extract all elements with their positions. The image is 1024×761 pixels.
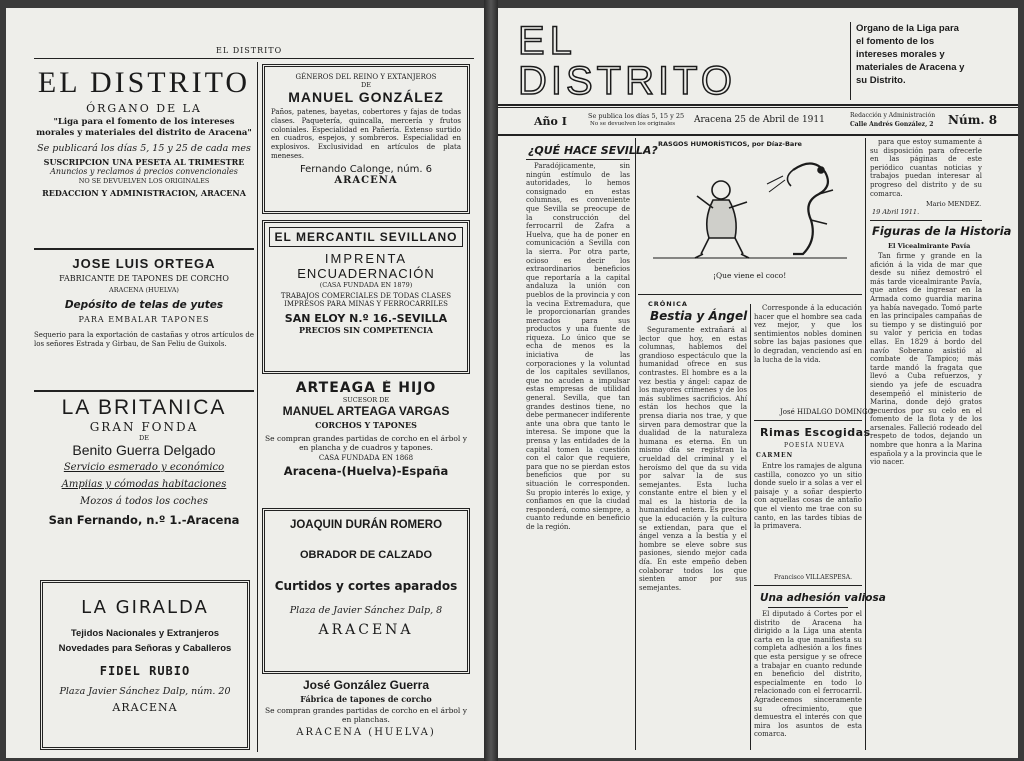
masthead-schedule: Se publicará los días 5, 15 y 25 de cada mes (37, 143, 251, 154)
rimas-author: Francisco VILLAESPESA. (774, 574, 852, 581)
masthead-organ: Organo de la Liga para el fomento de los intereses morales y materiales de Aracena y su Distrito. (856, 23, 965, 86)
britanica-owner: Benito Guerra Delgado (72, 442, 216, 458)
rimas-headline: Rimas Escogidas (760, 426, 871, 439)
adhesion-text: El diputado á Cortes por el distrito de Aracena ha dirigido a la Liga una atenta carta en la que manifiesta su completa adhesión a los fines que esta persigue y se ofrece a trabajar en cuanto redunde en beneficio del distrito, especialmente en todo lo relacionado con el ferrocarril. Agradecemos sinceramente su ofrecimiento, que demuestra el interés con que mira los asuntos de esta comarca. (754, 610, 862, 739)
duran-name: JOAQUIN DURÁN ROMERO (289, 519, 443, 531)
cronica-headline: Bestia y Ángel (650, 309, 748, 323)
arteaga-owner: MANUEL ARTEAGA VARGAS (282, 404, 450, 418)
masthead-ads-note: Anuncios y reclamos á precios convencionales (50, 167, 238, 176)
figuras-body (870, 252, 982, 752)
britanica-type: GRAN FONDA (89, 420, 199, 434)
masthead-number: Núm. 8 (948, 113, 998, 127)
cronica-text: Seguramente extrañará al lector que hoy, en estas columnas, hablemos del grandioso espectáculo que la humanidad ofrece en sus contrastes. El hombre es a la vez bestia y ángel: capaz de los mayores crímenes y de los más sublimes sacrificios. Ahí están los hechos que la prensa diaria nos trae, y que sirven para demostrar que la dualidad de la naturaleza humana es eterna. En un mismo día se registran la crueldad del criminal y el heroísmo del que da su vida por salvar la de sus semejantes. Esta lucha constante entre el bien y el mal es la historia de la humanidad entera. Es preciso que la educación y la cultura se extiendan, para que el ángel venza a la bestia y el hombre se eleve sobre sus pasiones, siendo mejor cada día. En este empeño deben colaborar todos los que sienten amor por sus semejantes. (639, 326, 747, 592)
masthead-title-line1: EL (518, 19, 577, 63)
ortega-desc: Sequerio para la exportación de castañas y otros artículos de los señores Estrada y Girbau, de San Feliu de Guixols. (34, 331, 254, 348)
masthead-mission: "Liga para el fomento de los intereses morales y materiales del distrito de Aracena" (36, 117, 252, 138)
masthead-no-return: NO SE DEVUELVEN LOS ORIGINALES (78, 177, 210, 185)
britanica-rooms: Ampiias y cómodas habitaciones (61, 479, 227, 490)
mercantil-l3: TRABAJOS COMERCIALES DE TODAS CLASES (280, 292, 452, 300)
masthead-office: REDACCION Y ADMINISTRACION, ARACENA (42, 188, 246, 198)
guerra-city: ARACENA (HUELVA) (296, 727, 436, 738)
adhesion-headline: Una adhesión valiosa (760, 592, 886, 604)
col4-intro (870, 138, 982, 200)
ortega-deposit: Depósito de telas de yutes (64, 299, 224, 311)
mercantil-founded: (CASA FUNDADA EN 1879) (319, 281, 413, 289)
masthead-office: Redacción y Administración (850, 112, 936, 119)
masthead-subtitle: ÓRGANO DE LA (86, 102, 202, 115)
running-head: EL DISTRITO (216, 46, 283, 55)
masthead-info-bar (498, 110, 1018, 132)
article-que-hace-sevilla-body (526, 162, 630, 752)
gonzalez-intro: GÉNEROS DEL REINO Y EXTANJEROS (295, 73, 437, 81)
duran-address: Plaza de Javier Sánchez Dalp, 8 (289, 605, 443, 616)
ad-el-mercantil-sevillano (262, 220, 470, 374)
mercantil-l1: IMPRENTA (324, 251, 408, 266)
masthead-street: Calle Andrés González, 2 (850, 121, 934, 128)
britanica-name: LA BRITANICA (61, 396, 227, 419)
article-que-hace-sevilla-text: Paradójicamente, sin ningún estímulo de las autoridades, lo hemos consignado en estas columnas, es conveniente que Sevilla se preocupe de la construcción del ferrocarril de Zafra a Huelva, que ha de poner en comunicación a Sevilla con la sierra. Por otra parte, ocioso es decir los extraordinarios beneficios que reportaría a la capital andaluza la unión con pueblos de la provincia y con la vecina Extremadura, que le proporcionarían grandes mercados para sus productos y una fuente de riqueza. Lo único que se echa de menos es la iniciativa de las corporaciones y la voluntad de los capitales sevillanos, que no acuden a impulsar estas empresas de utilidad general. Sevilla, que tan grandes destinos tiene, no debe permanecer indiferente ante una obra que tanto le interesa. Se impone que la prensa y las entidades de la capital tomen la cuestión con el calor que requiere, para que no se pierdan estos beneficios que por su situación le corresponden. Su propio interés lo exige, y confiamos en que la ciudad responderá, como siempre, a cuanto redunde en beneficio de la región. (526, 162, 630, 531)
cartoon-caption: ¡Que viene el coco! (713, 271, 787, 280)
britanica-service: Servicio esmerado y económico (63, 462, 225, 473)
right-page (498, 8, 1018, 758)
arteaga-trade: CORCHOS Y TAPONES (315, 420, 417, 430)
gonzalez-city: ARACENA (334, 174, 398, 186)
left-page (6, 8, 484, 758)
masthead-subscription: SUSCRIPCION UNA PESETA AL TRIMESTRE (43, 157, 245, 167)
masthead-title-line2: DISTRITO (518, 59, 736, 103)
guerra-trade: Fábrica de tapones de corcho (300, 694, 432, 704)
mercantil-prices: PRECIOS SIN COMPETENCIA (298, 325, 433, 335)
figuras-subhead: El Vicealmirante Pavía (888, 242, 971, 250)
cronica-body-right: Corresponde á la educación hacer que el hombre sea cada vez mejor, y que los sentimientos nobles dominen sobre las bajas pasiones que lo degradan, venciendo así en la lucha de la vida. (754, 304, 862, 364)
gonzalez-name: MANUEL GONZÁLEZ (288, 89, 444, 105)
ortega-place: ARACENA (HUELVA) (109, 286, 179, 294)
ad-joaquin-duran-romero (262, 508, 470, 674)
duran-city: ARACENA (318, 622, 414, 638)
guerra-desc: Se compran grandes partidas de corcho en el árbol y en planchas. (265, 706, 467, 724)
guerra-name: José González Guerra (302, 678, 430, 692)
cartoon-illustration (643, 150, 857, 270)
duran-services: Curtidos y cortes aparados (274, 579, 458, 593)
cronica-signature: José HIDALGO DOMINGO. (780, 408, 876, 416)
mercantil-l2: ENCUADERNACIÓN (297, 266, 435, 281)
rimas-verse-text: Entre los ramajes de alguna castilla, conozco yo un sitio donde suelo ir a solas a ver el paisaje y a soñar despierto con aquellas cosas de antaño que el viento me trae con su canto, en las tardes tibias de la primavera. (754, 462, 862, 531)
masthead-schedule: Se publica los días 5, 15 y 25 (588, 112, 685, 120)
gonzalez-desc: Paños, patenes, bayetas, cobertores y fajas de todas clases. Paquetería, quincalla, mercería y frutos coloniales. Especialidad en Pañería. Extenso surtido en cuadros, espejos, y sombreros. Especialidad en explosivos. Exclusividad en artículos de plata meneses. (271, 108, 461, 160)
col4-signature: Mario MENDEZ. (926, 200, 982, 208)
masthead-date: Aracena 25 de Abril de 1911 (694, 115, 825, 125)
ortega-trade: FABRICANTE DE TAPONES DE CORCHO (59, 274, 229, 283)
britanica-address: San Fernando, n.º 1.-Aracena (48, 513, 240, 527)
book-gutter (484, 0, 498, 761)
adhesion-body (754, 610, 862, 752)
giralda-line1: Tejidos Nacionales y Extranjeros (70, 628, 220, 639)
cartoon-title: RASGOS HUMORÍSTICOS, por Díaz-Bare (658, 140, 802, 148)
figuras-headline: Figuras de la Historia (872, 224, 1012, 238)
cronica-body-left (639, 326, 747, 752)
gonzalez-address: Fernando Calonge, núm. 6 (299, 163, 433, 175)
mercantil-address: SAN ELOY N.º 16.-SEVILLA (284, 312, 448, 325)
ad-manuel-gonzalez (262, 64, 470, 214)
arteaga-desc: Se compran grandes partidas de corcho en el árbol y en plancha y de cuadros y tapones. (265, 434, 467, 452)
rimas-subhead: POESÍA NUEVA (784, 442, 846, 449)
ad-la-britanica (34, 396, 254, 576)
figuras-text: Tan firme y grande en la afición á la vida de mar que desde su niñez demostró el más tarde vicealmirante Pavía, que antes de ingresar en la Armada como guardia marina ya había navegado. Tomó parte en las principales campañas de su tiempo y se distinguió por su valor y pericia en todas ellas. En 1829 á bordo del navío Soberano asistió al combate de Tampico; más tarde mandó la fragata que llevó a Cuba refuerzos, y siendo ya jefe de escuadra desempeñó el ministerio de Marina, donde dejó gratos recuerdos por su celo en el fomento de la flota y de los arsenales. Falleció rodeado del respeto de todos, dejando un nombre que honra a la Marina española y a la provincia que le vio nacer. (870, 252, 982, 467)
masthead-ad (34, 62, 254, 244)
britanica-de: DE (139, 434, 149, 442)
ortega-name: JOSE LUIS ORTEGA (72, 256, 216, 271)
cronica-kicker: CRÓNICA (648, 300, 688, 308)
rimas-verse (754, 462, 862, 572)
giralda-city: ARACENA (112, 701, 178, 714)
giralda-owner: FIDEL RUBIO (99, 664, 191, 678)
giralda-address: Plaza Javier Sánchez Dalp, núm. 20 (59, 686, 231, 697)
col4-date: 19 Abril 1911. (872, 208, 920, 216)
arteaga-name: ARTEAGA É HIJO (295, 380, 437, 396)
ad-jose-gonzalez-guerra (262, 678, 470, 756)
masthead-year: Año I (534, 115, 567, 128)
col4-intro-text: para que estoy sumamente á su disposición para ofrecerle en las páginas de este periódico cuantas noticias y trabajos puedan interesar al progreso del distrito y de su comarca. (870, 138, 982, 198)
ad-jose-luis-ortega (34, 256, 254, 386)
ortega-use: PARA EMBALAR TAPONES (78, 315, 210, 324)
masthead-title: EL DISTRITO (37, 66, 251, 99)
giralda-line2: Novedades para Señoras y Caballeros (58, 643, 232, 654)
giralda-name: LA GIRALDA (81, 597, 209, 618)
mercantil-l4: IMPRESOS PARA MINAS Y FERROCARRILES (284, 300, 448, 308)
rimas-title: CARMEN (756, 452, 794, 459)
arteaga-successor: SUCESOR DE (342, 396, 390, 404)
gonzalez-de: DE (361, 81, 371, 89)
ad-la-giralda (40, 580, 250, 750)
article-que-hace-sevilla-headline: ¿QUÉ HACE SEVILLA? (528, 144, 658, 157)
arteaga-city: Aracena-(Huelva)-España (283, 464, 449, 478)
masthead-no-return: No se devuelven los originales (590, 121, 676, 127)
mercantil-name: EL MERCANTIL SEVILLANO (269, 227, 463, 247)
arteaga-founded: CASA FUNDADA EN 1868 (318, 454, 414, 462)
britanica-coaches: Mozos á todos los coches (79, 496, 208, 507)
duran-trade: OBRADOR DE CALZADO (300, 549, 432, 561)
ad-arteaga-e-hijo (262, 380, 470, 502)
